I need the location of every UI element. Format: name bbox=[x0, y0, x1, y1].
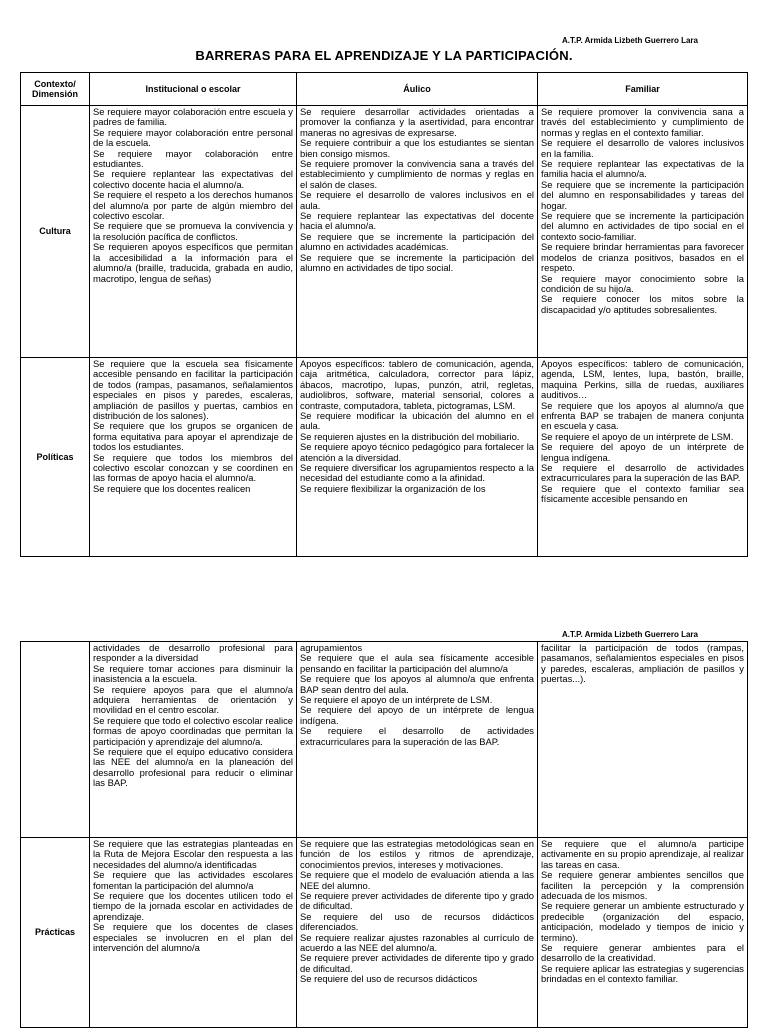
row-label-politicas: Políticas bbox=[21, 358, 90, 557]
cell-content bbox=[93, 359, 293, 555]
barrier-item: Se requiere prever actividades de diferente tipo y grado de dificultad. bbox=[300, 952, 534, 974]
barrier-item: Se requiere mayor colaboración entre escuela y padres de familia. bbox=[93, 106, 293, 128]
barriers-table bbox=[20, 72, 748, 557]
barrier-item: Se requiere apoyos para que el alumno/a adquiera herramientas de orientación y movilidad en el centro escolar. bbox=[93, 683, 293, 716]
row-label-practicas: Prácticas bbox=[21, 838, 90, 1028]
barrier-item: Se requiere que se promueva la convivencia y la resolución pacífica de conflictos. bbox=[93, 220, 293, 242]
barrier-item: Se requiere conocer los mitos sobre la discapacidad y/o aptitudes sobresalientes. bbox=[541, 293, 744, 315]
barrier-item: Se requiere del apoyo de un intérprete de lengua indígena. bbox=[541, 441, 744, 463]
header-institutional: Institucional o escolar bbox=[90, 73, 297, 106]
header-aulic: Áulico bbox=[297, 73, 538, 106]
barrier-item: Se requiere que el contexto familiar sea físicamente accesible pensando en bbox=[541, 482, 744, 505]
barrier-item: Se requiere diversificar los agrupamientos respecto a la necesidad del estudiante como a la afinidad. bbox=[300, 462, 534, 484]
cell-politicas-cont-aulic bbox=[297, 642, 538, 838]
barrier-item: Se requiere modificar la ubicación del alumno en el aula. bbox=[300, 410, 534, 432]
barrier-item: Se requiere que la escuela sea físicamente accesible pensando en facilitar la participación de todos (rampas, pasamanos, señalamientos especiales en pisos y paredes, escaleras, ampliación de pasillos y puertas, cambios en distribución de los salones). bbox=[93, 359, 293, 422]
barrier-item: Se requiere del uso de recursos didácticos bbox=[300, 973, 478, 985]
barrier-item: Se requiere replantear las expectativas de la familia hacia el alumno/a. bbox=[541, 158, 744, 180]
barrier-item: Se requiere el apoyo de un intérprete de LSM. bbox=[541, 430, 734, 442]
barrier-item: Se requiere que todo el colectivo escolar realice formas de apoyo coordinadas que permitan la participación y aprendizaje del alumno/a. bbox=[93, 714, 293, 747]
cell-practicas-institutional bbox=[90, 838, 297, 1028]
row-politicas bbox=[21, 358, 748, 557]
barrier-item: Se requiere generar ambientes para el desarrollo de la creatividad. bbox=[541, 942, 744, 964]
barrier-item: Se requiere mayor colaboración entre personal de la escuela. bbox=[93, 126, 293, 149]
barrier-item: facilitar la participación de todos (rampas, pasamanos, señalamientos especiales en pisos y paredes, escaleras, ampliación de pasillos y puertas...). bbox=[541, 642, 744, 685]
cell-cultura-aulic bbox=[297, 106, 538, 358]
barrier-item: Apoyos específicos: tablero de comunicación, agenda, LSM, lentes, lupa, bastón, braille, maquina Perkins, silla de ruedas, auxiliares auditivos… bbox=[541, 359, 744, 401]
barrier-item: Se requiere aplicar las estrategias y sugerencias brindadas en el contexto familiar. bbox=[541, 962, 744, 985]
barrier-item: Se requiere el desarrollo de actividades extracurriculares para la superación de las BAP. bbox=[541, 462, 744, 484]
barrier-item: Se requiere que las estrategias metodológicas sean en función de los estilos y ritmos de aprendizaje, conocimientos previos, intereses y motivaciones. bbox=[300, 839, 534, 870]
cell-content bbox=[93, 839, 293, 1024]
author-header: A.T.P. Armida Lizbeth Guerrero Lara bbox=[561, 36, 698, 45]
barriers-table-continued bbox=[20, 641, 748, 1028]
barrier-item: Se requiere el apoyo de un intérprete de LSM. bbox=[300, 694, 493, 706]
barrier-item: Se requieren apoyos específicos que permitan la accesibilidad a la información para el alumno/a (braille, traducida, grabada en audio, macrotipo, lengua de señas) bbox=[93, 241, 293, 284]
barrier-item: Se requiere el respeto a los derechos humanos del alumno/a por parte de algún miembro del colectivo escolar. bbox=[93, 189, 293, 222]
barrier-item: Se requiere que el equipo educativo considera las NEE del alumno/a en la planeación del desarrollo profesional para reducir o eliminar las BAP. bbox=[93, 746, 293, 789]
barrier-item: Se requiere que los docentes realicen bbox=[93, 482, 251, 494]
table-header-row bbox=[21, 73, 748, 106]
barrier-item: Se requieren ajustes en la distribución del mobiliario. bbox=[300, 430, 520, 442]
barrier-item: Se requiere del uso de recursos didácticos diferenciados. bbox=[300, 910, 534, 933]
header-family: Familiar bbox=[538, 73, 748, 106]
barrier-item: Se requiere que las estrategias planteadas en la Ruta de Mejora Escolar den respuesta a las necesidades del alumno/a identificadas bbox=[93, 839, 293, 870]
row-cultura bbox=[21, 106, 748, 358]
barrier-item: Se requiere mayor conocimiento sobre la condición de su hijo/a. bbox=[541, 272, 744, 294]
document-title: BARRERAS PARA EL APRENDIZAJE Y LA PARTICIPACIÓN. bbox=[195, 48, 573, 63]
cell-politicas-aulic bbox=[297, 358, 538, 557]
barrier-item: Se requiere que se incremente la participación del alumno en responsabilidades y tareas del hogar. bbox=[541, 178, 744, 211]
cell-content bbox=[300, 359, 534, 555]
barrier-item: Se requiere generar un ambiente estructurado y predecible (organización del espacio, anticipación, modelado y tiempos de inicio y termino). bbox=[541, 900, 744, 943]
cell-content bbox=[300, 839, 534, 1024]
barrier-item: Se requiere que todos los miembros del colectivo escolar conozcan y se coordinen en las formas de apoyo hacia el alumno/a. bbox=[93, 451, 293, 484]
barrier-item: Se requiere apoyo técnico pedagógico para fortalecer la atención a la diversidad. bbox=[300, 441, 534, 463]
barrier-item: Se requiere contribuir a que los estudiantes se sientan bien consigo mismos. bbox=[300, 137, 534, 159]
header-dimension: Contexto/ Dimensión bbox=[21, 73, 90, 106]
barrier-item: Se requiere que se incremente la participación del alumno en actividades de tipo social. bbox=[300, 251, 534, 274]
barrier-item: Se requiere que se incremente la participación del alumno en actividades de tipo social en el contexto socio-familiar. bbox=[541, 210, 744, 242]
barrier-item: Se requiere que los apoyos al alumno/a que enfrenta BAP sean dentro del aula. bbox=[300, 673, 534, 695]
barrier-item: Se requiere que el aula sea físicamente accesible pensando en facilitar la participación del alumno/a bbox=[300, 652, 534, 674]
cell-content bbox=[541, 839, 744, 1024]
cell-cultura-institutional bbox=[90, 106, 297, 358]
cell-politicas-family bbox=[538, 358, 748, 557]
barrier-item: Se requiere que los grupos se organicen de forma equitativa para apoyar el aprendizaje de todos los estudiantes. bbox=[93, 420, 293, 453]
barrier-item: Se requiere que los docentes de clases especiales se involucren en el plan del intervención del alumno/a bbox=[93, 921, 293, 954]
cell-content bbox=[541, 359, 744, 555]
barrier-item: Apoyos específicos: tablero de comunicación, agenda, caja aritmética, calculadora, corrector para lápiz, ábacos, macrotipo, lupas, punzón, atril, regletas, audiolibros, software, material sensorial, colores a contraste, computadora, tableta, pictogramas, LSM. bbox=[300, 359, 534, 411]
barrier-item: Se requiere promover la convivencia sana a través del establecimiento y cumplimiento de normas y reglas en el salón de clases. bbox=[300, 158, 534, 190]
author-header: A.T.P. Armida Lizbeth Guerrero Lara bbox=[561, 630, 698, 639]
cell-practicas-aulic bbox=[297, 838, 538, 1028]
barrier-item: Se requiere replantear las expectativas del docente hacia el alumno/a. bbox=[300, 210, 534, 232]
barrier-item: Se requiere del apoyo de un intérprete de lengua indígena. bbox=[300, 704, 534, 726]
row-politicas-continued bbox=[21, 642, 748, 838]
row-label-empty bbox=[21, 642, 90, 838]
cell-politicas-institutional bbox=[90, 358, 297, 557]
row-practicas bbox=[21, 838, 748, 1028]
barrier-item: Se requiere tomar acciones para disminuir la inasistencia a la escuela. bbox=[93, 662, 293, 685]
barrier-item: Se requiere el desarrollo de actividades extracurriculares para la superación de las BAP. bbox=[300, 725, 534, 747]
barrier-item: actividades de desarrollo profesional para responder a la diversidad bbox=[93, 642, 293, 664]
barrier-item: Se requiere que los docentes utilicen todo el tiempo de la jornada escolar en actividades de aprendizaje. bbox=[93, 890, 293, 922]
barrier-item: Se requiere desarrollar actividades orientadas a promover la confianza y la asertividad, para encontrar maneras no agresivas de expresarse. bbox=[300, 106, 534, 138]
barrier-item: Se requiere el desarrollo de valores inclusivos en el aula. bbox=[300, 189, 534, 211]
barrier-item: Se requiere que las actividades escolares fomentan la participación del alumno/a bbox=[93, 869, 293, 891]
barrier-item: Se requiere que el modelo de evaluación atienda a las NEE del alumno. bbox=[300, 869, 534, 891]
barrier-item: Se requiere realizar ajustes razonables al currículo de acuerdo a las NEE del alumno/a. bbox=[300, 931, 534, 954]
barrier-item: Se requiere mayor colaboración entre estudiantes. bbox=[93, 147, 293, 170]
barrier-item: Se requiere flexibilizar la organización de los bbox=[300, 482, 486, 494]
cell-politicas-cont-institutional bbox=[90, 642, 297, 838]
barrier-item: Se requiere que se incremente la participación del alumno en actividades académicas. bbox=[300, 230, 534, 253]
barrier-item: Se requiere promover la convivencia sana a través del establecimiento y cumplimiento de normas y reglas en el contexto familiar. bbox=[541, 106, 744, 138]
barrier-item: Se requiere que el alumno/a participe activamente en su propio aprendizaje, al realizar las tareas en casa. bbox=[541, 839, 744, 870]
barrier-item: Se requiere brindar herramientas para favorecer modelos de crianza positivos, basados en el respeto. bbox=[541, 241, 744, 274]
barrier-item: Se requiere prever actividades de diferente tipo y grado de dificultad. bbox=[300, 890, 534, 912]
row-label-cultura: Cultura bbox=[21, 106, 90, 358]
cell-politicas-cont-family bbox=[538, 642, 748, 838]
barrier-item: Se requiere generar ambientes sencillos que faciliten la percepción y la comprensión adecuada de los mismos. bbox=[541, 869, 744, 902]
barrier-item: agrupamientos bbox=[300, 642, 363, 653]
barrier-item: Se requiere que los apoyos al alumno/a que enfrenta BAP se trabajen de manera conjunta en escuela y casa. bbox=[541, 399, 744, 432]
cell-cultura-family bbox=[538, 106, 748, 358]
document-page-2 bbox=[0, 620, 768, 1024]
barrier-item: Se requiere replantear las expectativas del colectivo docente hacia el alumno/a. bbox=[93, 168, 293, 190]
barrier-item: Se requiere el desarrollo de valores inclusivos en la familia. bbox=[541, 137, 744, 159]
cell-practicas-family bbox=[538, 838, 748, 1028]
